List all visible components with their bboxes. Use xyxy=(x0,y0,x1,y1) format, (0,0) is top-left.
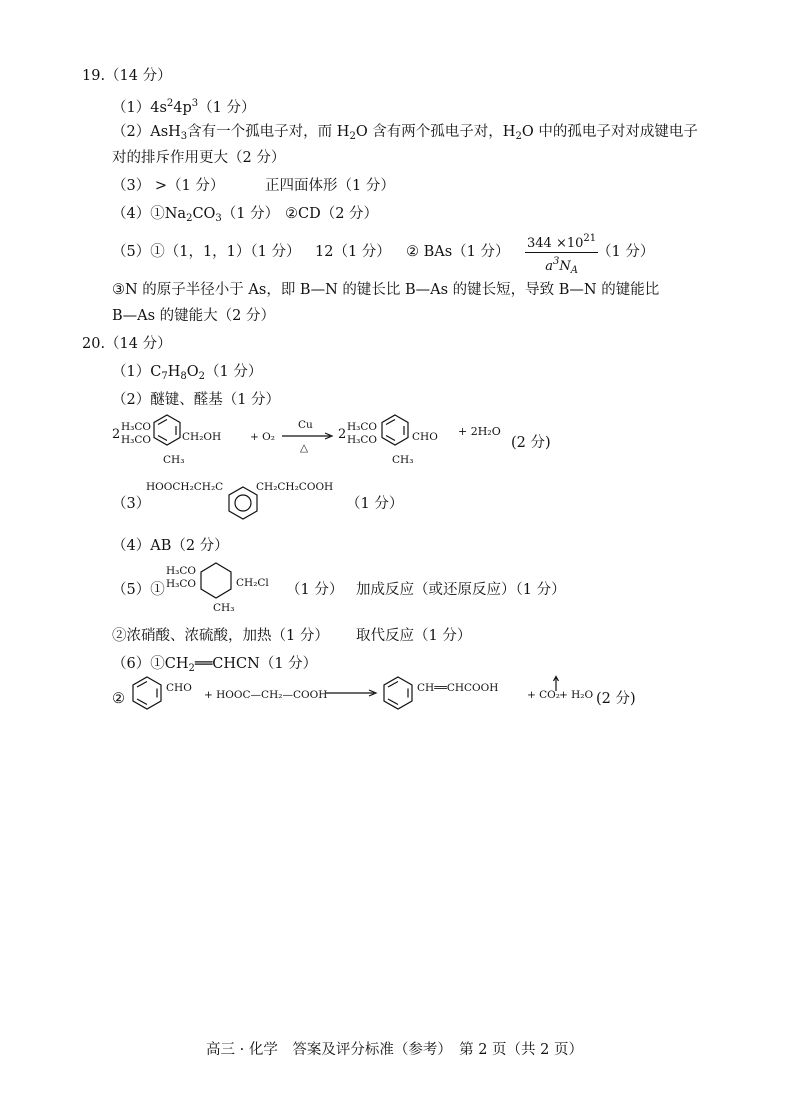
q20-part5-score: （1 分） xyxy=(286,582,344,598)
eq6-plus-co2: + CO₂ xyxy=(527,689,560,701)
q19-part1: $(1)4s^24p^3(1$ 分） xyxy=(112,98,256,116)
q19-part4-a: $(4)①Na_2CO_3(1$ 分） xyxy=(112,206,280,224)
eq2-product-ch3: CH₃ xyxy=(392,454,414,466)
eq2-coef-1: 2 xyxy=(112,427,121,442)
eq2-score: (2 分) xyxy=(511,435,551,451)
q20-part3-label: （3） xyxy=(112,496,151,512)
cyclohexane-ring-p5 xyxy=(198,562,234,600)
q20-part6-label: ② xyxy=(112,691,125,707)
p3-left-chain: HOOCH₂CH₂C xyxy=(146,481,224,493)
q19-part5-b: 12（1 分） xyxy=(315,244,391,260)
q19-heading: 19.（14 分） xyxy=(82,68,172,84)
q19-part5-a: （5）①（1，1，1）（1 分） xyxy=(112,244,301,260)
p5-ch2cl: CH₂Cl xyxy=(236,577,269,589)
eq2-plus-o2: + O₂ xyxy=(250,431,275,443)
q19-part3-b: 正四面体形（1 分） xyxy=(265,178,395,194)
q19-part5-c: ② BAs（1 分） xyxy=(406,244,510,260)
q19-part4-b: ②CD（2 分） xyxy=(285,206,379,222)
eq6-reagent: + HOOC—CH₂—COOH xyxy=(204,689,328,701)
eq2-product-h3co-2: H₃CO xyxy=(347,434,378,446)
eq6-score: (2 分) xyxy=(596,691,636,707)
page-footer: 高三 · 化学 答案及评分标准（参考） 第 2 页（共 2 页） xyxy=(206,1042,583,1058)
q19-part3-a: （3） >（1 分） xyxy=(112,178,225,194)
q19-part2-line2: 对的排斥作用更大（2 分） xyxy=(112,150,286,166)
eq2-heat: △ xyxy=(300,442,309,454)
reaction-arrow-eq2 xyxy=(282,432,334,440)
p5-ch3: CH₃ xyxy=(213,602,235,614)
eq2-reactant-ch3: CH₃ xyxy=(163,454,185,466)
eq6-plus-h2o: + H₂O xyxy=(559,689,594,701)
benzene-ring-cinnamic-acid xyxy=(381,676,415,712)
q19-part5-line3: ③N 的原子半径小于 As，即 B—N 的键长比 B—As 的键长短，导致 B—N 的键能比 xyxy=(112,282,660,298)
eq2-coef-2: 2 xyxy=(338,427,347,442)
density-fraction: $\frac{344 \times 10^{21}}{a^3N_A}$ xyxy=(525,230,598,279)
benzene-ring-p3 xyxy=(226,486,260,522)
q20-part1: $(1)C_7H_8O_2(1$ 分） xyxy=(112,364,263,382)
eq2-reactant-h3co-2: H₃CO xyxy=(121,434,152,446)
p3-right-chain: CH₂CH₂COOH xyxy=(256,481,334,493)
q19-part5-score: （1 分） xyxy=(597,244,655,260)
q20-part5-label: （5）① xyxy=(112,582,165,598)
p5-h3co-1: H₃CO xyxy=(166,565,197,577)
eq2-plus-h2o: + 2H₂O xyxy=(458,425,501,438)
eq2-reactant-ch2oh: CH₂OH xyxy=(182,431,222,443)
q20-part6-a: $(6)①CH_2══CHCN(1$ 分） xyxy=(112,656,318,674)
q19-part2-line1: （2）AsH$_3$含有一个孤电子对，而 $H_2O$ 含有两个孤电子对，$H_2O$ 中的孤电子对对成键电子 xyxy=(112,124,698,142)
q20-part5-reaction-type: 加成反应（或还原反应）（1 分） xyxy=(356,582,566,598)
q20-heading: 20.（14 分） xyxy=(82,336,172,352)
benzene-ring-reactant xyxy=(152,414,182,448)
eq2-catalyst: Cu xyxy=(298,419,313,431)
reaction-arrow-eq6 xyxy=(326,689,378,697)
eq2-reactant-h3co-1: H₃CO xyxy=(121,421,152,433)
eq2-product-h3co-1: H₃CO xyxy=(347,421,378,433)
eq6-cho: CHO xyxy=(166,682,192,694)
q20-part5-b-type: 取代反应（1 分） xyxy=(356,628,472,644)
benzene-ring-benzaldehyde xyxy=(130,676,164,712)
q20-part3-score: （1 分） xyxy=(346,496,404,512)
benzene-ring-product xyxy=(380,414,410,448)
p5-h3co-2: H₃CO xyxy=(166,578,197,590)
q20-part2: （2）醚键、醛基（1 分） xyxy=(112,392,281,408)
eq6-product: CH══CHCOOH xyxy=(417,682,499,694)
q19-part5-line4: B—As 的键能大（2 分） xyxy=(112,308,276,324)
q20-part5-b-conditions: ②浓硝酸、浓硫酸，加热（1 分） xyxy=(112,628,329,644)
q20-part4: （4）AB（2 分） xyxy=(112,538,229,554)
eq2-product-cho: CHO xyxy=(412,431,438,443)
